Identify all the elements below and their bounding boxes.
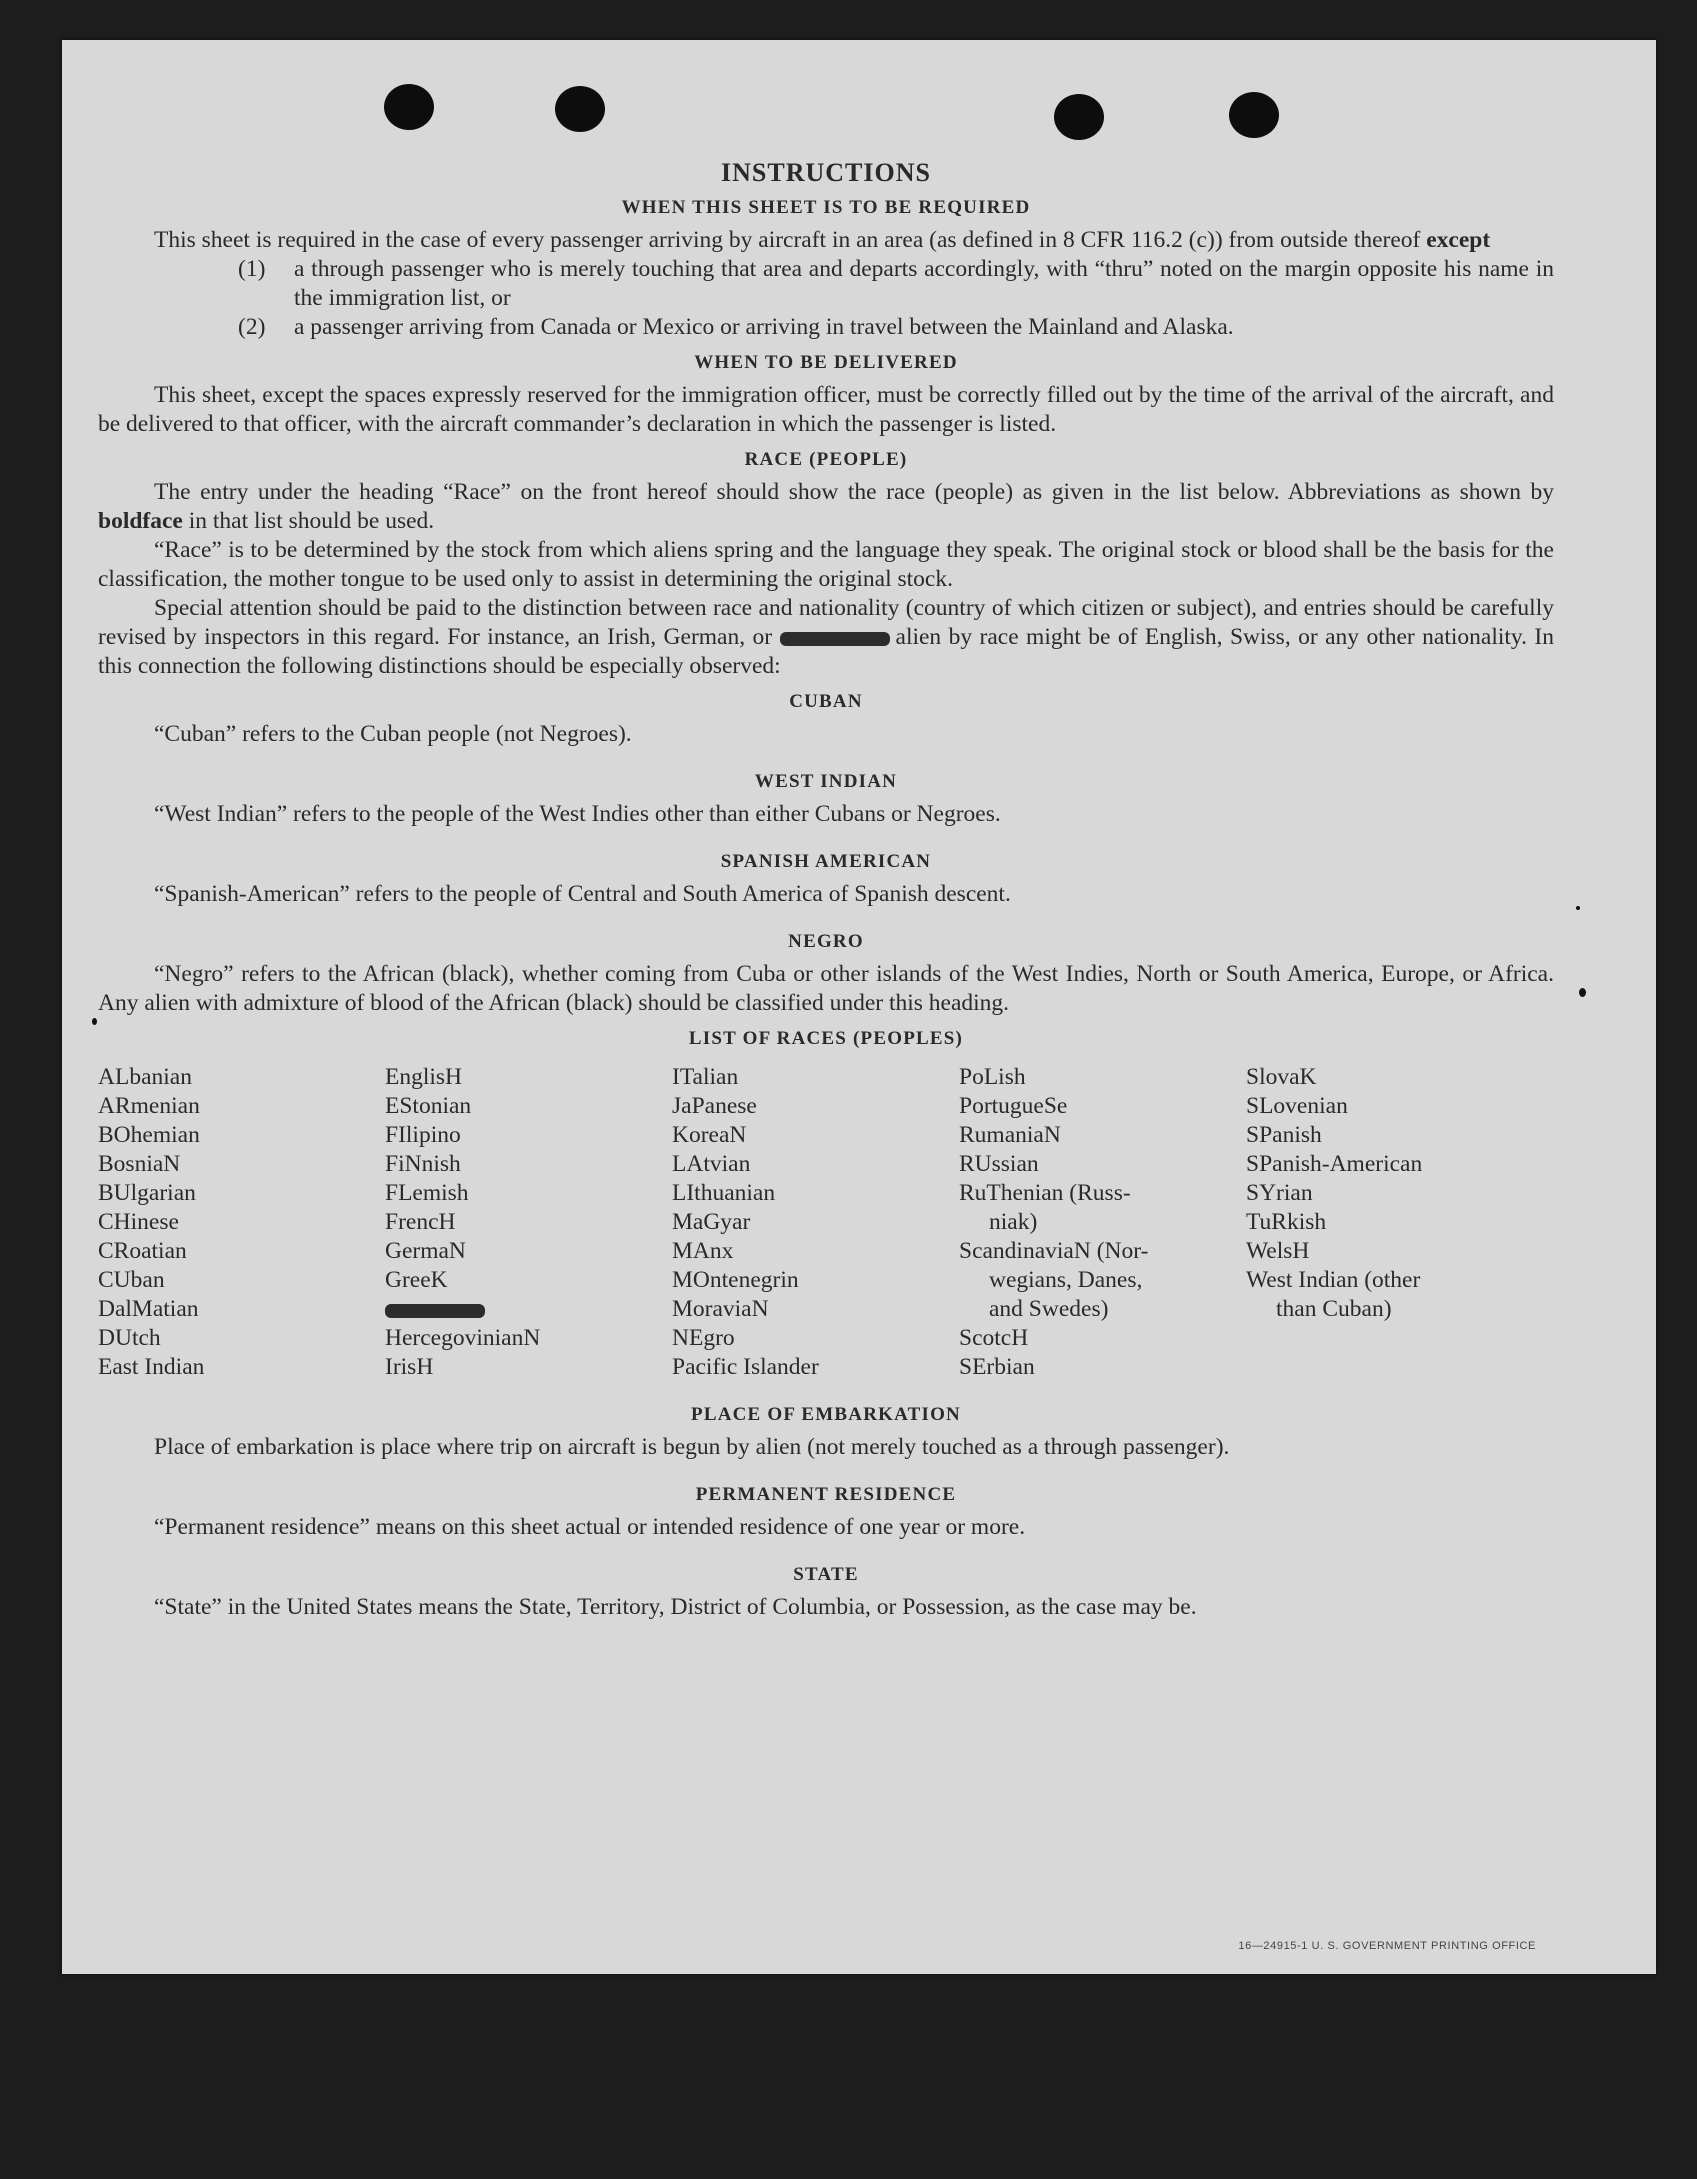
section-heading-spanish-american: SPANISH AMERICAN bbox=[720, 851, 932, 872]
race-item: SErbian bbox=[959, 1354, 1035, 1380]
race-item-continuation: niak) bbox=[989, 1209, 1038, 1235]
race-item: KoreaN bbox=[672, 1122, 747, 1148]
section-heading-negro: NEGRO bbox=[788, 931, 864, 952]
race-item: FrencH bbox=[385, 1209, 456, 1235]
race-item: FLemish bbox=[385, 1180, 469, 1206]
section-heading-delivered: WHEN TO BE DELIVERED bbox=[694, 352, 958, 373]
section-heading-list-of-races: LIST OF RACES (PEOPLES) bbox=[688, 1028, 964, 1049]
race-item: SlovaK bbox=[1246, 1064, 1317, 1090]
race-item: TuRkish bbox=[1246, 1209, 1327, 1235]
race-item: BUlgarian bbox=[98, 1180, 196, 1206]
race-item: SPanish-American bbox=[1246, 1151, 1423, 1177]
race-item: RumaniaN bbox=[959, 1122, 1061, 1148]
race-item-struck bbox=[385, 1295, 672, 1324]
race-item: WelsH bbox=[1246, 1238, 1310, 1264]
race-paragraph-3: Special attention should be paid to the distinction between race and nationality (country of which citizen or subject), and entries should be carefully revised by inspectors in this regard. For instance, an Irish, German, or alien by race might be of English, Swiss, or any other nationality. In this connection the following distinctions should be especially observed: bbox=[98, 595, 1554, 679]
races-column-5 bbox=[1246, 1063, 1546, 1382]
section-heading-residence: PERMANENT RESIDENCE bbox=[695, 1484, 957, 1505]
section-heading-cuban: CUBAN bbox=[789, 691, 863, 712]
race-item: SLovenian bbox=[1246, 1093, 1348, 1119]
redaction-mark bbox=[780, 632, 890, 646]
redaction-mark bbox=[385, 1304, 485, 1318]
race-item: CHinese bbox=[98, 1209, 179, 1235]
race-item: ITalian bbox=[672, 1064, 739, 1090]
race-item: MaGyar bbox=[672, 1209, 751, 1235]
race-item: HercegovinianN bbox=[385, 1325, 541, 1351]
section-heading-required: WHEN THIS SHEET IS TO BE REQUIRED bbox=[621, 197, 1031, 218]
section-heading-race: RACE (PEOPLE) bbox=[744, 449, 908, 470]
speck bbox=[1576, 906, 1580, 910]
race-item: EnglisH bbox=[385, 1064, 463, 1090]
section-heading-embarkation: PLACE OF EMBARKATION bbox=[691, 1404, 961, 1425]
race-item: MoraviaN bbox=[672, 1296, 769, 1322]
races-column-3 bbox=[672, 1063, 959, 1382]
race-item: West Indian (other bbox=[1246, 1267, 1421, 1293]
race-item: SYrian bbox=[1246, 1180, 1313, 1206]
races-list bbox=[98, 1063, 1554, 1382]
race-item: MAnx bbox=[672, 1238, 734, 1264]
embarkation-text: Place of embarkation is place where trip on aircraft is begun by alien (not merely touched as a through passenger). bbox=[154, 1434, 1230, 1460]
speck bbox=[1579, 988, 1586, 997]
race-item: GermaN bbox=[385, 1238, 466, 1264]
delivered-text: This sheet, except the spaces expressly reserved for the immigration officer, must be correctly filled out by the time of the arrival of the aircraft, and be delivered to that officer, with the aircraft commander’s declaration in which the passenger is listed. bbox=[98, 382, 1554, 437]
race-item: RuThenian (Russ- bbox=[959, 1180, 1131, 1206]
race-item-continuation: and Swedes) bbox=[989, 1296, 1109, 1322]
required-item-2: (2) a passenger arriving from Canada or Mexico or arriving in travel between the Mainland and Alaska. bbox=[238, 314, 1234, 340]
required-item-1: (1) a through passenger who is merely touching that area and departs accordingly, with “thru” noted on the margin opposite his name in the immigration list, or bbox=[238, 256, 1554, 311]
state-text: “State” in the United States means the State, Territory, District of Columbia, or Possession, as the case may be. bbox=[154, 1594, 1197, 1620]
race-paragraph-1: The entry under the heading “Race” on the front hereof should show the race (people) as given in the list below. Abbreviations as shown by boldface in that list should be used. bbox=[98, 479, 1554, 534]
race-item: BosniaN bbox=[98, 1151, 181, 1177]
race-item: FIlipino bbox=[385, 1122, 461, 1148]
race-item: EStonian bbox=[385, 1093, 472, 1119]
race-item-continuation: wegians, Danes, bbox=[989, 1267, 1143, 1293]
punch-hole bbox=[384, 84, 434, 130]
required-intro: This sheet is required in the case of every passenger arriving by aircraft in an area (as defined in 8 CFR 116.2 (c)) from outside thereof except bbox=[154, 227, 1491, 253]
section-heading-state: STATE bbox=[793, 1564, 859, 1585]
race-item: DUtch bbox=[98, 1325, 161, 1351]
race-item: GreeK bbox=[385, 1267, 448, 1293]
race-paragraph-2: “Race” is to be determined by the stock from which aliens spring and the language they speak. The original stock or blood shall be the basis for the classification, the mother tongue to be used only to assist in determining the original stock. bbox=[98, 537, 1554, 592]
races-column-1 bbox=[98, 1063, 385, 1382]
race-item: CUban bbox=[98, 1267, 165, 1293]
race-item: IrisH bbox=[385, 1354, 434, 1380]
race-item: MOntenegrin bbox=[672, 1267, 799, 1293]
race-item: ALbanian bbox=[98, 1064, 192, 1090]
race-item: NEgro bbox=[672, 1325, 735, 1351]
race-item: SPanish bbox=[1246, 1122, 1322, 1148]
spanish-american-text: “Spanish-American” refers to the people of Central and South America of Spanish descent. bbox=[154, 881, 1011, 907]
race-item: DalMatian bbox=[98, 1296, 199, 1322]
residence-text: “Permanent residence” means on this sheet actual or intended residence of one year or more. bbox=[154, 1514, 1026, 1540]
race-item: ScotcH bbox=[959, 1325, 1029, 1351]
punch-hole bbox=[1054, 94, 1104, 140]
race-item: BOhemian bbox=[98, 1122, 200, 1148]
race-item: ARmenian bbox=[98, 1093, 200, 1119]
race-item: PoLish bbox=[959, 1064, 1026, 1090]
race-item: FiNnish bbox=[385, 1151, 461, 1177]
races-column-2 bbox=[385, 1063, 672, 1382]
section-heading-west-indian: WEST INDIAN bbox=[754, 771, 898, 792]
instructions-content bbox=[98, 158, 1554, 1622]
race-item-continuation: than Cuban) bbox=[1276, 1296, 1392, 1322]
race-item: CRoatian bbox=[98, 1238, 187, 1264]
race-item: JaPanese bbox=[672, 1093, 757, 1119]
race-item: LAtvian bbox=[672, 1151, 751, 1177]
west-indian-text: “West Indian” refers to the people of the West Indies other than either Cubans or Negroes. bbox=[154, 801, 1001, 827]
printing-office-footer: 16—24915-1 U. S. GOVERNMENT PRINTING OFFICE bbox=[1238, 1940, 1536, 1952]
race-item: ScandinaviaN (Nor- bbox=[959, 1238, 1149, 1264]
race-item: East Indian bbox=[98, 1354, 205, 1380]
punch-hole bbox=[555, 86, 605, 132]
speck bbox=[92, 1018, 97, 1025]
races-column-4 bbox=[959, 1063, 1246, 1382]
race-item: LIthuanian bbox=[672, 1180, 776, 1206]
race-item: RUssian bbox=[959, 1151, 1039, 1177]
document-sheet bbox=[62, 40, 1656, 1974]
page-title: INSTRUCTIONS bbox=[721, 158, 931, 187]
race-item: PortugueSe bbox=[959, 1093, 1068, 1119]
race-item: Pacific Islander bbox=[672, 1354, 819, 1380]
cuban-text: “Cuban” refers to the Cuban people (not Negroes). bbox=[154, 721, 632, 747]
negro-text: “Negro” refers to the African (black), whether coming from Cuba or other islands of the West Indies, North or South America, Europe, or Africa. Any alien with admixture of blood of the African (black) should be classified under this heading. bbox=[98, 961, 1554, 1016]
punch-hole bbox=[1229, 92, 1279, 138]
